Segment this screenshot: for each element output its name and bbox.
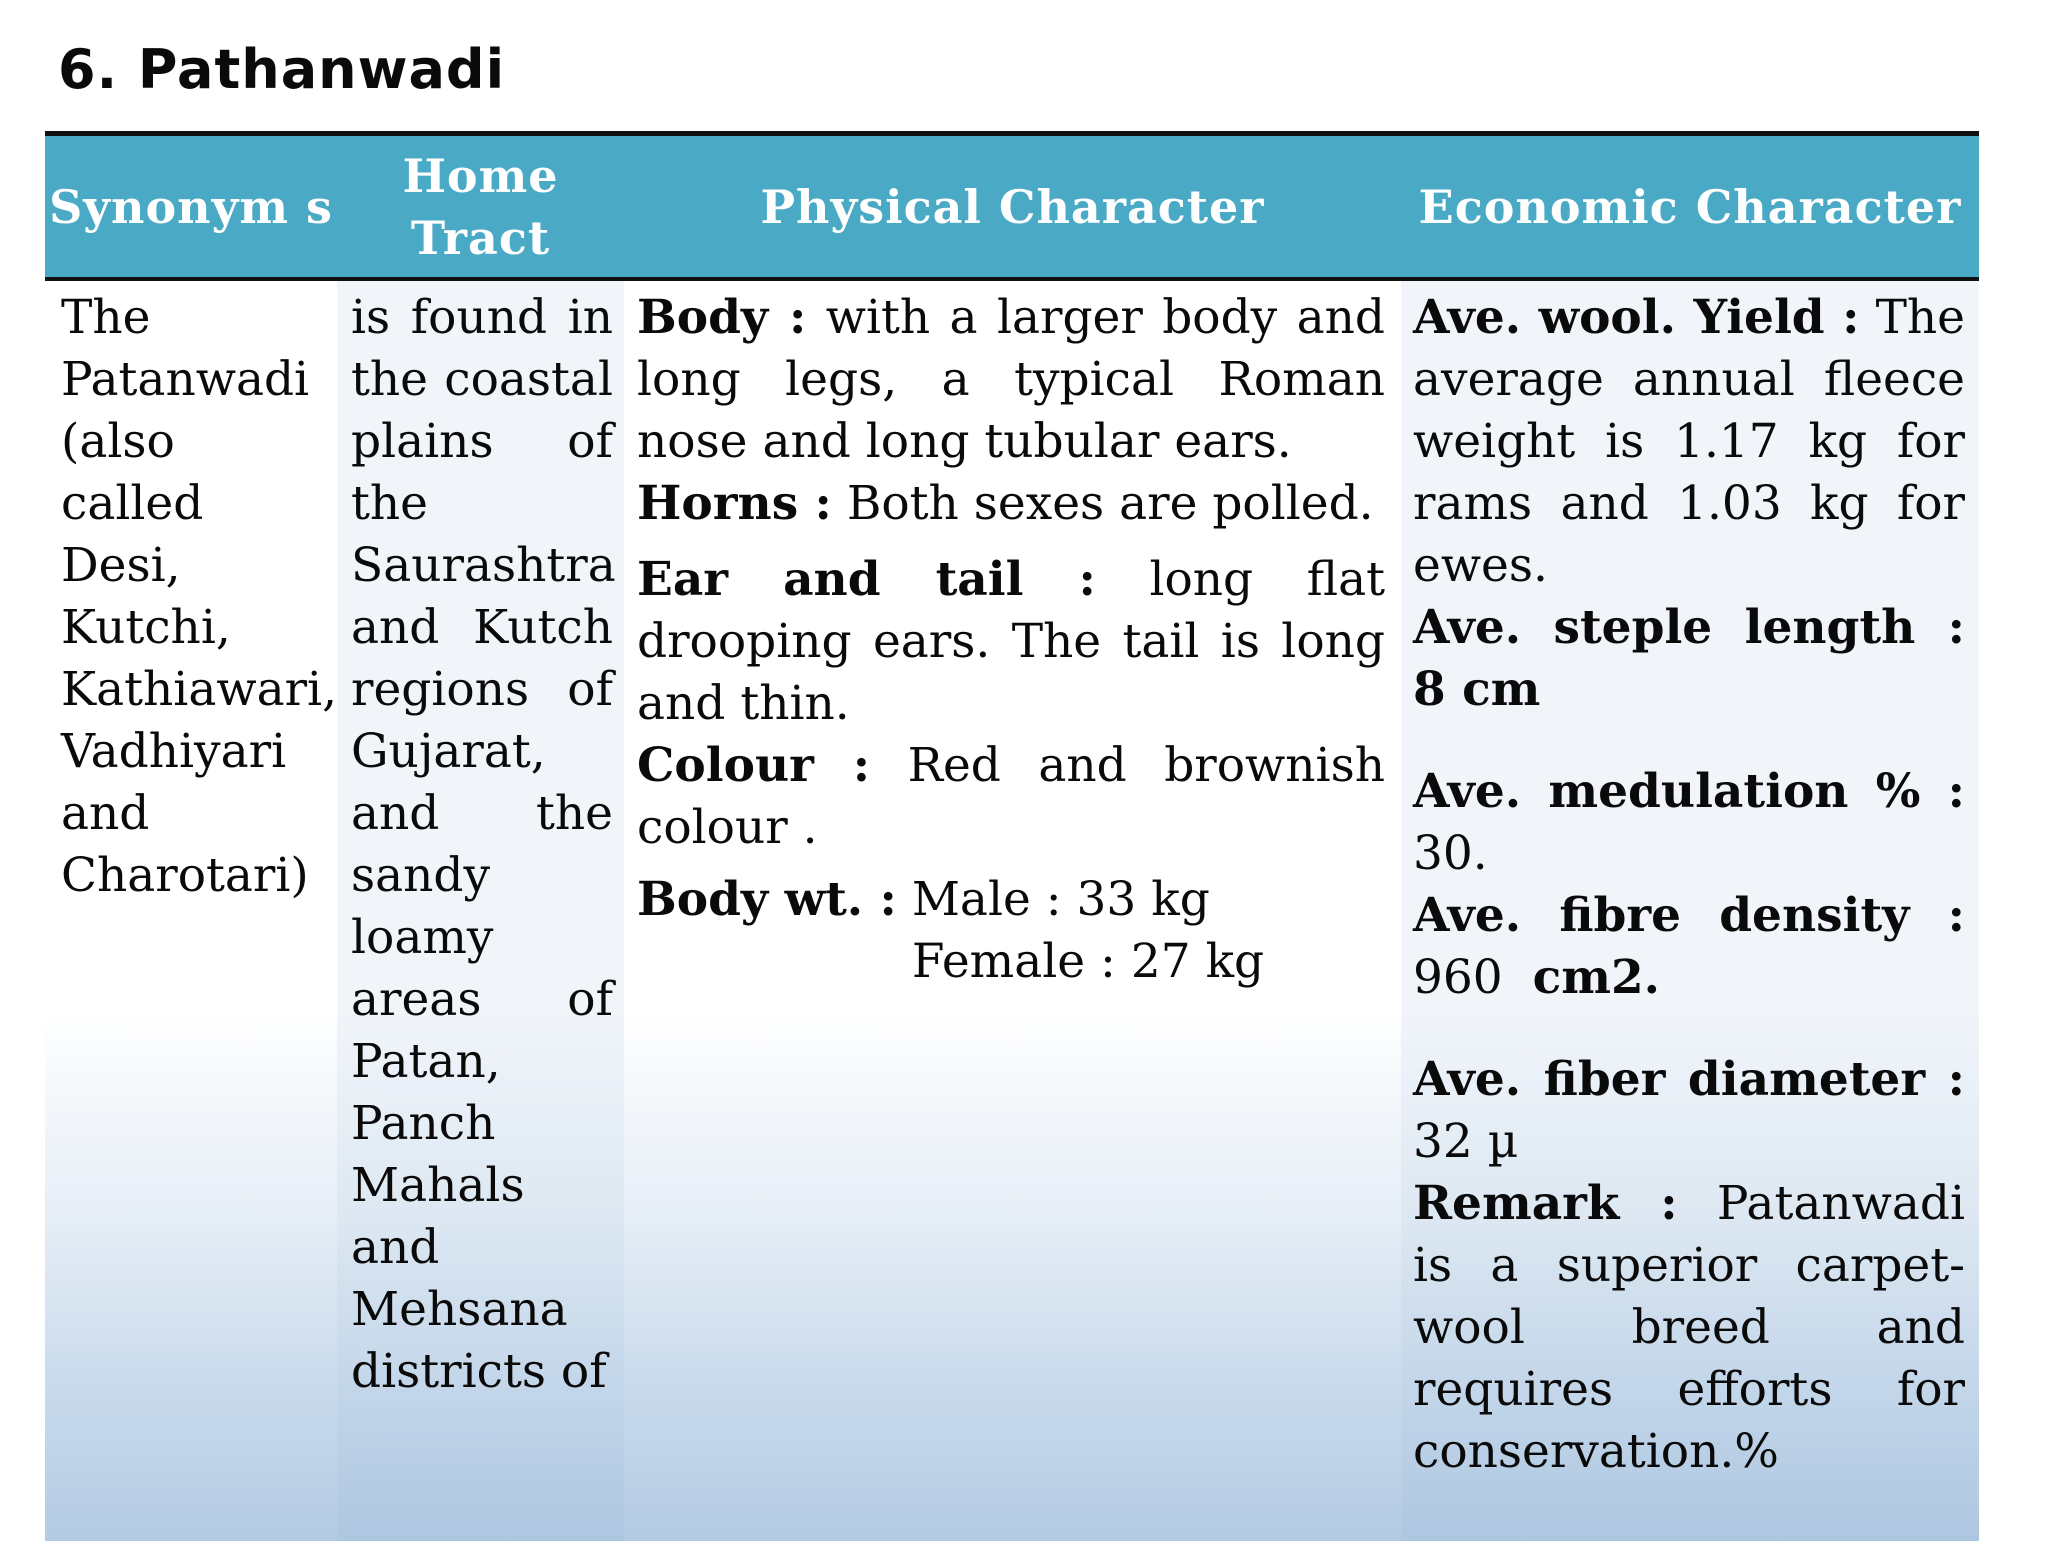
breed-table (45, 131, 1979, 1541)
physical-character-cell (637, 287, 1385, 993)
female-weight: Female : 27 kg (911, 934, 1265, 989)
home-tract-cell: is found in the coastal plains of the Saurashtra and Kutch regions of Gujarat, and the sandy loamy areas of Patan, Panch Mahals and Mehsana districts of (351, 290, 616, 1399)
synonyms-cell: The Patanwadi (also called Desi, Kutchi, Kathiawari, Vadhiyari and Charotari) (61, 290, 338, 903)
fiber-diameter-entry (1413, 1049, 1965, 1173)
economic-character-cell (1413, 287, 1965, 1483)
ear-tail-entry (637, 549, 1385, 735)
fibre-density-entry (1413, 885, 1965, 1009)
header-economic-character: Economic Character (1418, 179, 1962, 234)
body-weight-values (912, 869, 1264, 993)
remark-label: Remark : (1413, 1176, 1678, 1231)
header-home-tract: Home Tract (402, 148, 559, 265)
fibre-density-label: Ave. fibre density : (1413, 888, 1965, 943)
body-weight-entry (637, 869, 1385, 993)
staple-length-entry: Ave. steple length : 8 cm (1413, 600, 1965, 717)
ear-tail-text: long flat drooping ears. The tail is long and thin. (637, 552, 1385, 731)
medulation-label: Ave. medulation % : (1413, 764, 1965, 819)
male-weight: Male : 33 kg (911, 872, 1210, 927)
fibre-density-value: 960 (1413, 950, 1503, 1005)
body-entry (637, 287, 1385, 473)
fibre-density-unit: cm2. (1532, 950, 1661, 1005)
header-synonyms: Synonym s (49, 179, 333, 234)
header-physical-character: Physical Character (760, 179, 1265, 234)
wool-yield-label: Ave. wool. Yield : (1413, 290, 1860, 345)
fiber-diameter-value: 32 µ (1413, 1114, 1519, 1169)
fiber-diameter-label: Ave. fiber diameter : (1413, 1052, 1965, 1107)
medulation-entry (1413, 761, 1965, 885)
ear-tail-label: Ear and tail : (637, 552, 1096, 607)
horns-text: Both sexes are polled. (846, 476, 1374, 531)
remark-entry (1413, 1173, 1965, 1483)
slide-title: 6. Pathanwadi (58, 38, 506, 101)
body-text: with a larger body and long legs, a typical Roman nose and long tubular ears. (637, 290, 1385, 469)
colour-label: Colour : (637, 738, 871, 793)
wool-yield-text: The average annual fleece weight is 1.17 kg for rams and 1.03 kg for ewes. (1413, 290, 1965, 593)
table-body (45, 281, 1979, 1541)
colour-text: Red and brownish colour . (637, 738, 1385, 855)
medulation-value: 30. (1413, 826, 1488, 881)
colour-entry (637, 735, 1385, 859)
body-weight-label: Body wt. : (637, 872, 897, 927)
remark-text: Patanwadi is a superior carpet-wool breed and requires efforts for conservation.% (1413, 1176, 1965, 1479)
horns-entry (637, 473, 1385, 535)
horns-label: Horns : (637, 476, 832, 531)
table-header-row (45, 136, 1979, 281)
body-label: Body : (637, 290, 807, 345)
wool-yield-entry (1413, 287, 1965, 597)
